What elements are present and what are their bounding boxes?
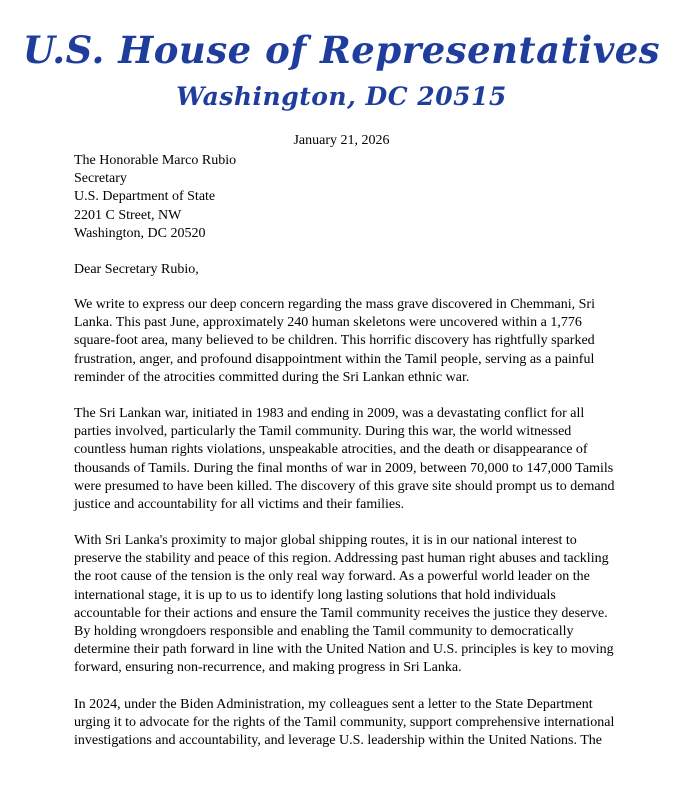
letterhead-subtitle: Washington, DC 20515 [176,82,507,111]
text-line: thousands of Tamils. During the final months of war in 2009, between 70,000 to 147,000 Tamils [74,460,614,476]
text-line: countless human rights violations, unspeakable atrocities, and the death or disappearance of [74,442,588,458]
letterhead-title: U.S. House of Representatives [22,28,661,72]
address-line: The Honorable Marco Rubio [74,153,237,168]
text-line: international stage, it is up to us to identify long lasting solutions that hold individuals [74,587,556,603]
text-line: determine their path forward in line with the United Nation and U.S. principles is key to moving [74,642,614,658]
address-line: Secretary [74,171,127,187]
text-line: reminder of the atrocities committed during the Sri Lankan ethnic war. [74,369,470,385]
text-line: The Sri Lankan war, initiated in 1983 and ending in 2009, was a devastating conflict for all [74,406,585,421]
text-line: the root cause of the tension is the only real way forward. As a powerful world leader on the [74,569,590,585]
address-line: U.S. Department of State [74,189,216,205]
text-line: With Sri Lanka's proximity to major global shipping routes, it is in our national interest to [74,533,577,548]
text-line: forward, ensuring non-recurrence, and making progress in Sri Lanka. [74,660,462,676]
text-line: justice and accountability for all victims and their families. [74,497,405,513]
salutation: Dear Secretary Rubio, [74,262,199,277]
paragraph-4 [74,696,614,751]
paragraph-2 [74,405,614,514]
address-line: 2201 C Street, NW [74,207,182,223]
paragraph-3 [74,532,614,678]
text-line: By holding wrongdoers responsible and enabling the Tamil community to democratically [74,624,574,640]
letter-date: January 21, 2026 [293,133,390,148]
text-line: investigations and accountability, and leverage U.S. leadership within the United Nations. The [74,733,602,749]
text-line: We write to express our deep concern regarding the mass grave discovered in Chemmani, Sri [74,297,595,312]
text-line: preserve the stability and peace of this region. Addressing past human right abuses and tackling [74,551,609,567]
text-line: square-foot area, many believed to be children. This horrific discovery has rightfully sparked [74,333,595,349]
text-line: parties involved, particularly the Tamil community. During this war, the world witnessed [74,424,572,440]
address-line: Washington, DC 20520 [74,225,206,241]
text-line: were presumed to have been killed. The discovery of this grave site should prompt us to demand [74,478,615,494]
text-line: frustration, anger, and profound disappointment within the Tamil people, serving as a painful [74,351,595,367]
text-line: urging it to advocate for the rights of the Tamil community, support comprehensive international [74,715,615,731]
text-line: In 2024, under the Biden Administration, my colleagues sent a letter to the State Department [74,697,593,712]
paragraph-1 [74,296,614,387]
text-line: Lanka. This past June, approximately 240 human skeletons were uncovered within a 1,776 [74,315,582,331]
text-line: accountable for their actions and ensure the Tamil community receives the justice they deserve. [74,605,608,621]
recipient-address [74,152,236,243]
